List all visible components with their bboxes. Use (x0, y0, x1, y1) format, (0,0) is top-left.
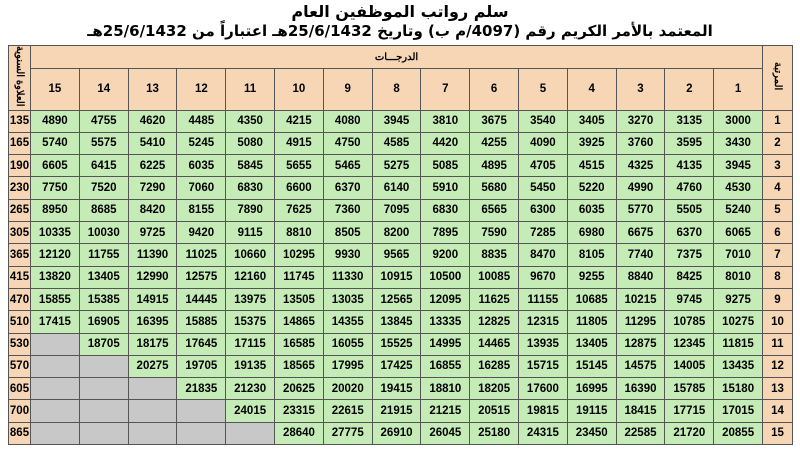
salary-cell: 13405 (567, 333, 616, 355)
salary-cell: 22585 (616, 422, 665, 444)
salary-cell: 13435 (714, 355, 763, 377)
salary-cell: 9930 (323, 244, 372, 266)
salary-cell: 16285 (470, 355, 519, 377)
salary-cell: 8425 (665, 266, 714, 288)
salary-cell: 9275 (714, 288, 763, 310)
salary-cell: 4090 (519, 132, 568, 154)
salary-cell: 3945 (372, 110, 421, 132)
bonus-cell: 530 (9, 333, 31, 355)
salary-cell: 7095 (372, 199, 421, 221)
bonus-cell: 265 (9, 199, 31, 221)
salary-cell: 4215 (275, 110, 324, 132)
salary-cell: 7890 (226, 199, 275, 221)
salary-cell: 9725 (128, 222, 177, 244)
salary-cell: 6830 (226, 177, 275, 199)
salary-cell: 4895 (470, 155, 519, 177)
salary-cell: 7285 (519, 222, 568, 244)
salary-cell: 5770 (616, 199, 665, 221)
salary-cell: 13505 (275, 288, 324, 310)
salary-cell: 19135 (226, 355, 275, 377)
empty-cell (128, 422, 177, 444)
salary-cell: 3760 (616, 132, 665, 154)
salary-cell: 21230 (226, 378, 275, 400)
empty-cell (177, 422, 226, 444)
salary-cell: 7375 (665, 244, 714, 266)
salary-cell: 10215 (616, 288, 665, 310)
rank-cell: 2 (763, 132, 793, 154)
salary-cell: 6415 (79, 155, 128, 177)
salary-cell: 7625 (275, 199, 324, 221)
grade-header: 11 (226, 68, 275, 110)
salary-cell: 14915 (128, 288, 177, 310)
salary-cell: 9565 (372, 244, 421, 266)
bonus-cell: 305 (9, 222, 31, 244)
salary-cell: 11815 (714, 333, 763, 355)
salary-cell: 3810 (421, 110, 470, 132)
header-row-grades (9, 68, 793, 110)
salary-cell: 3925 (567, 132, 616, 154)
table-row (9, 110, 793, 132)
grade-header: 3 (616, 68, 665, 110)
salary-cell: 6370 (665, 222, 714, 244)
grade-header: 10 (275, 68, 324, 110)
salary-cell: 4750 (323, 132, 372, 154)
salary-cell: 11625 (470, 288, 519, 310)
salary-cell: 26910 (372, 422, 421, 444)
salary-cell: 20625 (275, 378, 324, 400)
empty-cell (128, 378, 177, 400)
salary-cell: 17015 (714, 400, 763, 422)
salary-cell: 12345 (665, 333, 714, 355)
rank-cell: 14 (763, 400, 793, 422)
salary-cell: 19115 (567, 400, 616, 422)
salary-cell: 11755 (79, 244, 128, 266)
salary-cell: 3270 (616, 110, 665, 132)
salary-cell: 8835 (470, 244, 519, 266)
salary-cell: 3945 (714, 155, 763, 177)
salary-cell: 9420 (177, 222, 226, 244)
salary-cell: 20855 (714, 422, 763, 444)
salary-cell: 12565 (372, 288, 421, 310)
salary-cell: 19705 (177, 355, 226, 377)
salary-cell: 4705 (519, 155, 568, 177)
salary-cell: 4755 (79, 110, 128, 132)
salary-cell: 15375 (226, 311, 275, 333)
salary-cell: 4135 (665, 155, 714, 177)
grades-header (31, 46, 763, 69)
rank-cell: 5 (763, 199, 793, 221)
grade-header: 15 (31, 68, 80, 110)
salary-cell: 4915 (275, 132, 324, 154)
salary-cell: 5655 (275, 155, 324, 177)
salary-cell: 5085 (421, 155, 470, 177)
salary-cell: 4530 (714, 177, 763, 199)
salary-cell: 4890 (31, 110, 80, 132)
rank-cell: 13 (763, 378, 793, 400)
table-row (9, 400, 793, 422)
rank-cell: 1 (763, 110, 793, 132)
salary-cell: 13035 (323, 288, 372, 310)
salary-cell: 12095 (421, 288, 470, 310)
document-subtitle: المعتمد بالأمر الكريم رقم (4097/م ب) وتاريخ 25/6/1432هـ اعتباراً من 25/6/1432هـ (87, 22, 713, 40)
salary-cell: 5240 (714, 199, 763, 221)
bonus-cell: 605 (9, 378, 31, 400)
rank-cell: 15 (763, 422, 793, 444)
salary-cell: 5505 (665, 199, 714, 221)
salary-cell: 10030 (79, 222, 128, 244)
salary-cell: 17115 (226, 333, 275, 355)
salary-cell: 8010 (714, 266, 763, 288)
rank-header (763, 46, 793, 111)
salary-cell: 14005 (665, 355, 714, 377)
empty-cell (177, 400, 226, 422)
table-row (9, 222, 793, 244)
bonus-cell: 135 (9, 110, 31, 132)
salary-cell: 17715 (665, 400, 714, 422)
bonus-header (9, 46, 31, 111)
salary-cell: 12575 (177, 266, 226, 288)
salary-cell: 7740 (616, 244, 665, 266)
salary-cell: 17645 (177, 333, 226, 355)
salary-cell: 17415 (31, 311, 80, 333)
salary-cell: 7290 (128, 177, 177, 199)
salary-cell: 8505 (323, 222, 372, 244)
salary-cell: 8950 (31, 199, 80, 221)
salary-cell: 6140 (372, 177, 421, 199)
salary-cell: 3540 (519, 110, 568, 132)
salary-cell: 7520 (79, 177, 128, 199)
table-row (9, 288, 793, 310)
salary-cell: 21835 (177, 378, 226, 400)
salary-cell: 8470 (519, 244, 568, 266)
salary-cell: 8420 (128, 199, 177, 221)
rank-cell: 9 (763, 288, 793, 310)
bonus-cell: 365 (9, 244, 31, 266)
salary-cell: 11390 (128, 244, 177, 266)
salary-cell: 7010 (714, 244, 763, 266)
salary-cell: 4325 (616, 155, 665, 177)
salary-cell: 17995 (323, 355, 372, 377)
salary-cell: 9200 (421, 244, 470, 266)
salary-cell: 8810 (275, 222, 324, 244)
empty-cell (79, 400, 128, 422)
bonus-cell: 510 (9, 311, 31, 333)
salary-cell: 21720 (665, 422, 714, 444)
salary-cell: 4255 (470, 132, 519, 154)
table-row (9, 333, 793, 355)
salary-cell: 19415 (372, 378, 421, 400)
salary-cell: 13845 (372, 311, 421, 333)
salary-cell: 5465 (323, 155, 372, 177)
salary-cell: 5680 (470, 177, 519, 199)
empty-cell (31, 333, 80, 355)
table-row (9, 199, 793, 221)
bonus-header-label: العلاوة السنوية (14, 46, 25, 107)
bonus-cell: 165 (9, 132, 31, 154)
grade-header: 4 (567, 68, 616, 110)
salary-cell: 19815 (519, 400, 568, 422)
salary-cell: 17600 (519, 378, 568, 400)
empty-cell (79, 355, 128, 377)
salary-cell: 7750 (31, 177, 80, 199)
salary-cell: 25180 (470, 422, 519, 444)
salary-cell: 5740 (31, 132, 80, 154)
salary-cell: 8105 (567, 244, 616, 266)
salary-cell: 11025 (177, 244, 226, 266)
salary-cell: 6035 (567, 199, 616, 221)
salary-cell: 16585 (275, 333, 324, 355)
bonus-cell: 190 (9, 155, 31, 177)
grade-header: 8 (372, 68, 421, 110)
salary-cell: 10500 (421, 266, 470, 288)
salary-cell: 14445 (177, 288, 226, 310)
table-row (9, 378, 793, 400)
salary-cell: 20020 (323, 378, 372, 400)
grade-header: 7 (421, 68, 470, 110)
salary-cell: 15385 (79, 288, 128, 310)
salary-cell: 4990 (616, 177, 665, 199)
header-row-top (9, 46, 793, 69)
salary-cell: 28640 (275, 422, 324, 444)
bonus-cell: 470 (9, 288, 31, 310)
document-title: سلم رواتب الموظفين العام (291, 2, 509, 21)
salary-cell: 15785 (665, 378, 714, 400)
salary-cell: 13975 (226, 288, 275, 310)
salary-cell: 16905 (79, 311, 128, 333)
salary-cell: 18415 (616, 400, 665, 422)
empty-cell (31, 400, 80, 422)
salary-cell: 16855 (421, 355, 470, 377)
grade-header: 5 (519, 68, 568, 110)
salary-cell: 27775 (323, 422, 372, 444)
rank-cell: 6 (763, 222, 793, 244)
salary-cell: 6225 (128, 155, 177, 177)
salary-cell: 24015 (226, 400, 275, 422)
salary-cell: 11330 (323, 266, 372, 288)
table-row (9, 355, 793, 377)
grade-header: 13 (128, 68, 177, 110)
salary-cell: 15885 (177, 311, 226, 333)
salary-cell: 16055 (323, 333, 372, 355)
salary-cell: 8155 (177, 199, 226, 221)
rank-cell: 10 (763, 311, 793, 333)
bonus-cell: 415 (9, 266, 31, 288)
rank-header-label: المرتبة (772, 62, 783, 91)
salary-cell: 15525 (372, 333, 421, 355)
salary-cell: 17425 (372, 355, 421, 377)
table-row (9, 177, 793, 199)
salary-cell: 3430 (714, 132, 763, 154)
salary-cell: 6830 (421, 199, 470, 221)
salary-cell: 12315 (519, 311, 568, 333)
salary-cell: 12160 (226, 266, 275, 288)
salary-cell: 4420 (421, 132, 470, 154)
table-row (9, 132, 793, 154)
salary-cell: 16390 (616, 378, 665, 400)
salary-cell: 13405 (79, 266, 128, 288)
salary-cell: 14575 (616, 355, 665, 377)
salary-cell: 12990 (128, 266, 177, 288)
salary-cell: 6980 (567, 222, 616, 244)
salary-cell: 5410 (128, 132, 177, 154)
salary-cell: 5845 (226, 155, 275, 177)
table-row (9, 266, 793, 288)
salary-cell: 10685 (567, 288, 616, 310)
salary-cell: 10915 (372, 266, 421, 288)
salary-cell: 5450 (519, 177, 568, 199)
salary-cell: 8200 (372, 222, 421, 244)
salary-cell: 16395 (128, 311, 177, 333)
table-row (9, 244, 793, 266)
salary-cell: 6565 (470, 199, 519, 221)
salary-cell: 10295 (275, 244, 324, 266)
rank-cell: 4 (763, 177, 793, 199)
salary-cell: 9115 (226, 222, 275, 244)
salary-cell: 7060 (177, 177, 226, 199)
salary-cell: 8840 (616, 266, 665, 288)
rank-cell: 12 (763, 355, 793, 377)
salary-cell: 16995 (567, 378, 616, 400)
salary-cell: 15855 (31, 288, 80, 310)
bonus-cell: 700 (9, 400, 31, 422)
salary-cell: 3595 (665, 132, 714, 154)
salary-cell: 23315 (275, 400, 324, 422)
salary-cell: 11745 (275, 266, 324, 288)
salary-cell: 14865 (275, 311, 324, 333)
salary-cell: 5575 (79, 132, 128, 154)
salary-cell: 3135 (665, 110, 714, 132)
salary-cell: 6605 (31, 155, 80, 177)
salary-cell: 10275 (714, 311, 763, 333)
salary-cell: 5245 (177, 132, 226, 154)
salary-cell: 3405 (567, 110, 616, 132)
rank-cell: 11 (763, 333, 793, 355)
salary-cell: 18175 (128, 333, 177, 355)
salary-cell: 13820 (31, 266, 80, 288)
table-row (9, 155, 793, 177)
salary-cell: 11805 (567, 311, 616, 333)
salary-cell: 18705 (79, 333, 128, 355)
salary-cell: 6600 (275, 177, 324, 199)
salary-cell: 22615 (323, 400, 372, 422)
salary-cell: 26045 (421, 422, 470, 444)
rank-cell: 8 (763, 266, 793, 288)
salary-cell: 10660 (226, 244, 275, 266)
salary-cell: 10785 (665, 311, 714, 333)
empty-cell (79, 422, 128, 444)
bonus-cell: 570 (9, 355, 31, 377)
salary-cell: 7590 (470, 222, 519, 244)
grade-header: 6 (470, 68, 519, 110)
salary-cell: 14995 (421, 333, 470, 355)
salary-cell: 14355 (323, 311, 372, 333)
salary-cell: 20515 (470, 400, 519, 422)
salary-cell: 3000 (714, 110, 763, 132)
salary-cell: 11155 (519, 288, 568, 310)
salary-cell: 14465 (470, 333, 519, 355)
salary-cell: 9745 (665, 288, 714, 310)
salary-cell: 18565 (275, 355, 324, 377)
salary-cell: 7360 (323, 199, 372, 221)
salary-cell: 20275 (128, 355, 177, 377)
salary-cell: 4760 (665, 177, 714, 199)
salary-cell: 6035 (177, 155, 226, 177)
salary-cell: 15180 (714, 378, 763, 400)
salary-cell: 15715 (519, 355, 568, 377)
salary-cell: 6675 (616, 222, 665, 244)
grades-header-label: الدرجـــات (374, 51, 419, 63)
grade-header: 12 (177, 68, 226, 110)
salary-cell: 5275 (372, 155, 421, 177)
bonus-cell: 230 (9, 177, 31, 199)
salary-cell: 5220 (567, 177, 616, 199)
salary-cell: 8685 (79, 199, 128, 221)
salary-cell: 13935 (519, 333, 568, 355)
empty-cell (31, 355, 80, 377)
salary-cell: 15145 (567, 355, 616, 377)
salary-scale-table (8, 45, 793, 445)
salary-cell: 4080 (323, 110, 372, 132)
salary-cell: 4515 (567, 155, 616, 177)
empty-cell (79, 378, 128, 400)
empty-cell (128, 400, 177, 422)
salary-cell: 4485 (177, 110, 226, 132)
grade-header: 2 (665, 68, 714, 110)
salary-cell: 12120 (31, 244, 80, 266)
bonus-cell: 865 (9, 422, 31, 444)
salary-cell: 21215 (421, 400, 470, 422)
salary-cell: 5910 (421, 177, 470, 199)
salary-cell: 6065 (714, 222, 763, 244)
salary-cell: 4350 (226, 110, 275, 132)
salary-cell: 12825 (470, 311, 519, 333)
salary-cell: 10085 (470, 266, 519, 288)
table-row (9, 311, 793, 333)
salary-cell: 12875 (616, 333, 665, 355)
salary-cell: 23450 (567, 422, 616, 444)
salary-cell: 6300 (519, 199, 568, 221)
grade-header: 14 (79, 68, 128, 110)
salary-cell: 11295 (616, 311, 665, 333)
rank-cell: 3 (763, 155, 793, 177)
empty-cell (31, 422, 80, 444)
salary-cell: 4620 (128, 110, 177, 132)
empty-cell (31, 378, 80, 400)
empty-cell (226, 422, 275, 444)
salary-cell: 7895 (421, 222, 470, 244)
salary-cell: 6370 (323, 177, 372, 199)
grade-header: 1 (714, 68, 763, 110)
salary-cell: 9670 (519, 266, 568, 288)
salary-cell: 13335 (421, 311, 470, 333)
salary-cell: 10335 (31, 222, 80, 244)
salary-cell: 18810 (421, 378, 470, 400)
grade-header: 9 (323, 68, 372, 110)
salary-cell: 21915 (372, 400, 421, 422)
salary-cell: 24315 (519, 422, 568, 444)
salary-cell: 9255 (567, 266, 616, 288)
salary-cell: 3675 (470, 110, 519, 132)
salary-cell: 4585 (372, 132, 421, 154)
salary-cell: 5080 (226, 132, 275, 154)
salary-cell: 18205 (470, 378, 519, 400)
rank-cell: 7 (763, 244, 793, 266)
table-row (9, 422, 793, 444)
